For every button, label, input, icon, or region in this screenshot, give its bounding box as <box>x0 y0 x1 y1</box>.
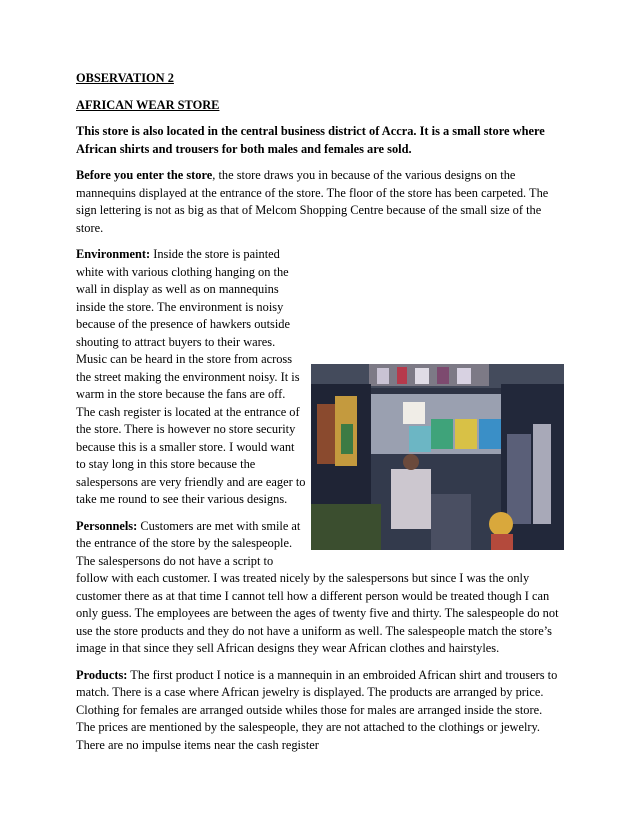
document-body <box>76 70 564 763</box>
paragraph-products <box>76 667 564 755</box>
store-photo <box>311 364 564 550</box>
text-personnels: Customers are met with smile at the entrance of the store by the salespeople. The salespersons do not have a script to follow with each customer. I was treated nicely by the salespersons but since I was the only customer there as at that time I cannot tell how a different person would be treated though I can only guess. The employees are between the ages of twenty five and thirty. The salespeople do not use the store products and they do not have a uniform as well. The salespeople match the store’s image in that since they sell African designs they wear African clothes and hairstyles. <box>76 518 559 655</box>
lead-personnels: Personnels: <box>76 518 138 533</box>
intro-paragraph: This store is also located in the central business district of Accra. It is a small store where African shirts and trousers for both males and females are sold. <box>76 124 545 156</box>
heading-observation: OBSERVATION 2 <box>76 71 174 85</box>
store-photo-image <box>311 364 564 550</box>
text-before-entering: , the store draws you in because of the various designs on the mannequins displayed at the entrance of the store. The floor of the store has been carpeted. The sign lettering is not as big as that of Melcom Shopping Centre because of the small size of the store. <box>76 168 549 235</box>
lead-environment: Environment: <box>76 247 151 261</box>
paragraph-before-entering <box>76 167 564 237</box>
text-products: The first product I notice is a mannequin in an embroided African shirt and trousers to match. There is a case where African jewelry is displayed. The products are arranged by price. Clothing for females are arranged outside whiles those for males are arranged inside the store. The prices are mentioned by the salespeople, they are not attached to the clothings or jewelry. There are no impulse items near the cash register <box>76 667 558 752</box>
lead-before-entering: Before you enter the store <box>76 168 213 182</box>
paragraph-environment <box>76 246 564 509</box>
heading-store-name: AFRICAN WEAR STORE <box>76 97 220 112</box>
text-environment: Inside the store is painted white with various clothing hanging on the wall in display as well as on mannequins inside the store. The environment is noisy because of the presence of hawkers outside shouting to attract buyers to their wares. Music can be heard in the store from across the street making the environment noisy. It is warm in the store because the fans are off. The cash register is located at the entrance of the store. There is however no store security because this is a smaller store. I would want to stay long in this store because the salespersons are very friendly and are eager to take me round to see their various designs. <box>76 247 306 506</box>
lead-products: Products: <box>76 667 128 682</box>
